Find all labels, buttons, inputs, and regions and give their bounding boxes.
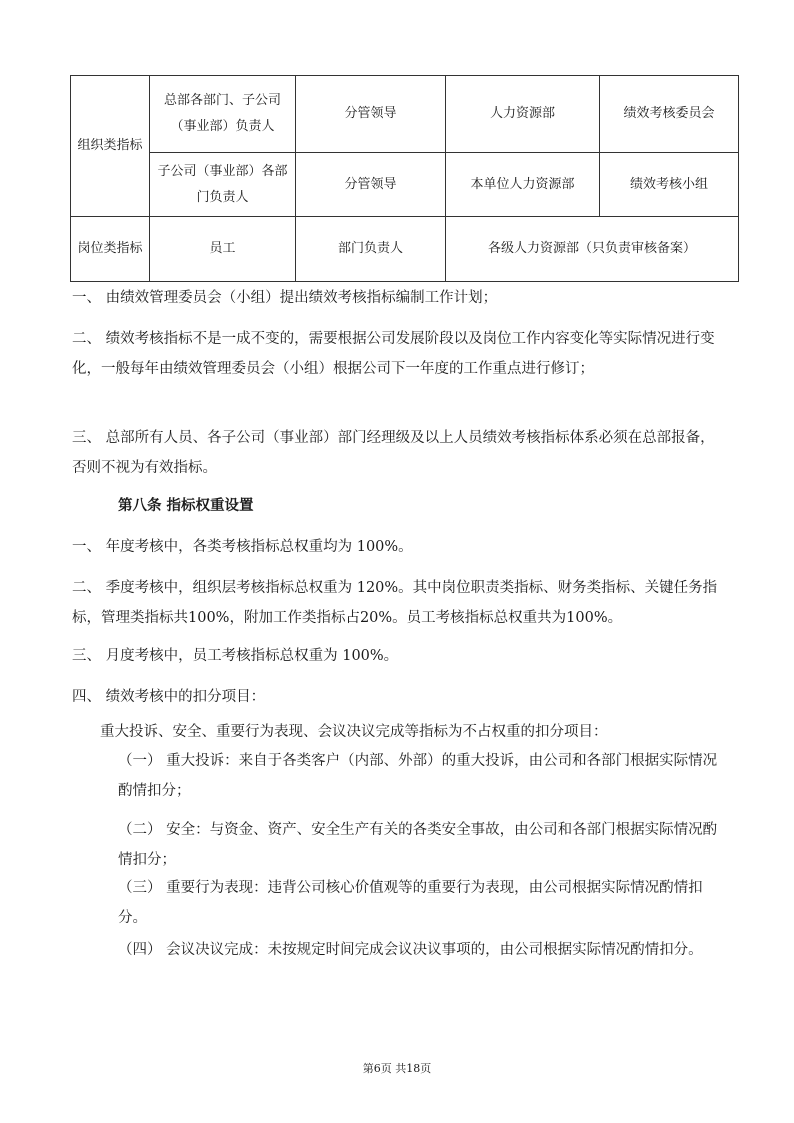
paragraph: 一、 由绩效管理委员会（小组）提出绩效考核指标编制工作计划；: [72, 290, 498, 306]
table-cell: 分管领导: [296, 76, 446, 153]
paragraph: 二、 季度考核中，组织层考核指标总权重为 120%。其中岗位职责类指标、财务类指标、关键任务指标，管理类指标共100%，附加工作类指标占20%。员工考核指标总权重共为100%。: [72, 580, 718, 626]
table-cell: 绩效考核委员会: [600, 76, 739, 153]
paragraph: （四） 会议决议完成：未按规定时间完成会议决议事项的，由公司根据实际情况酌情扣分。: [118, 942, 703, 958]
table-cell: 子公司（事业部）各部门负责人: [150, 153, 296, 217]
responsibility-table: [70, 75, 739, 282]
table-cell: 员工: [150, 217, 296, 282]
table-cell: 组织类指标: [71, 76, 150, 217]
table-row: [71, 217, 739, 282]
paragraph: 重大投诉、安全、重要行为表现、会议决议完成等指标为不占权重的扣分项目：: [100, 724, 608, 740]
paragraph: 三、 月度考核中，员工考核指标总权重为 100%。: [72, 648, 399, 664]
paragraph: （三） 重要行为表现：违背公司核心价值观等的重要行为表现，由公司根据实际情况酌情扣分。: [118, 880, 703, 926]
table-cell: 部门负责人: [296, 217, 446, 282]
paragraph: 三、 总部所有人员、各子公司（事业部）部门经理级及以上人员绩效考核指标体系必须在总部报备，否则不视为有效指标。: [72, 430, 715, 476]
paragraph: 二、 绩效考核指标不是一成不变的，需要根据公司发展阶段以及岗位工作内容变化等实际情况进行变化，一般每年由绩效管理委员会（小组）根据公司下一年度的工作重点进行修订；: [72, 331, 715, 377]
page-footer: 第6页 共18页: [362, 1062, 432, 1075]
table-cell: 绩效考核小组: [600, 153, 739, 217]
table-cell: 岗位类指标: [71, 217, 150, 282]
paragraph: （二） 安全：与资金、资产、安全生产有关的各类安全事故，由公司和各部门根据实际情况酌情扣分；: [118, 822, 718, 868]
table-cell: 各级人力资源部（只负责审核备案）: [446, 217, 739, 282]
table-row: [71, 153, 739, 217]
table-cell: 总部各部门、子公司（事业部）负责人: [150, 76, 296, 153]
table-cell: 本单位人力资源部: [446, 153, 600, 217]
paragraph: 四、 绩效考核中的扣分项目：: [72, 689, 266, 705]
table-row: [71, 76, 739, 153]
table-cell: 分管领导: [296, 153, 446, 217]
section-heading: 第八条 指标权重设置: [118, 497, 254, 514]
paragraph: 一、 年度考核中，各类考核指标总权重均为 100%。: [72, 539, 413, 555]
table-cell: 人力资源部: [446, 76, 600, 153]
paragraph: （一） 重大投诉：来自于各类客户（内部、外部）的重大投诉，由公司和各部门根据实际情况酌情扣分；: [118, 753, 718, 799]
